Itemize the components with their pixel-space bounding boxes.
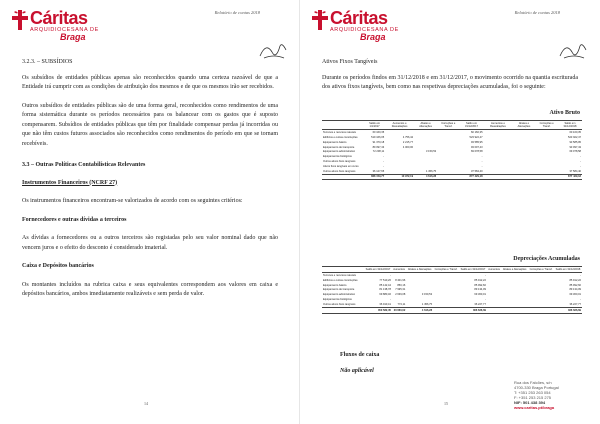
caritas-cross-icon [12, 10, 28, 30]
table-cell: 85 912,22 [474, 278, 486, 282]
caritas-cross-icon [312, 10, 328, 30]
total-cell [487, 307, 501, 313]
row-label: Outros ativos fixos tangíveis [323, 169, 356, 173]
table-cell: 89 097,43 [372, 145, 385, 149]
brand-name: Cáritas [30, 8, 88, 28]
row-label: Edifícios e outras construções [323, 278, 358, 282]
row-label: Equipamentos biológicos [323, 297, 352, 301]
subheading-instrumentos: Instrumentos Financeiros (NCRF 27) [22, 179, 118, 186]
table-cell: - [580, 274, 581, 277]
table-header-cell: Aumentos [393, 268, 405, 271]
brand-city: Braga [60, 32, 86, 42]
row-label: Terrenos e recursos naturais [323, 274, 356, 277]
phone-line: T: +351 253 263 054 [514, 390, 551, 395]
brand-subtitle: ARQUIDIOCESANA DE [30, 27, 99, 33]
table-header-cell: Aumentos [488, 268, 500, 271]
page-number: 14 [144, 401, 148, 406]
table-header-cell: Saldo em 31/12/2018 [558, 121, 582, 130]
table-cell: - [390, 274, 391, 277]
paragraph: Os montantes incluídos na rubrica caixa e seus equivalentes correspondem aos valores em caixa e depósitos bancários, ambos imediatamente realizáveis e sem perda de valor. [22, 281, 278, 297]
table-cell: 69 078,58 [569, 150, 581, 154]
table-cell: - [481, 155, 483, 159]
total-cell: 868 159,77 [364, 174, 385, 180]
table-header-cell: Saldo em 31/12/2018 [555, 268, 581, 271]
total-cell: 10 972,19 [385, 174, 414, 180]
table-cell: - [383, 159, 385, 163]
table-cell: 1 456,75 [426, 169, 437, 173]
table-cell: 3 159,53 [426, 150, 437, 154]
paragraph: Os instrumentos financeiros encontram-se valorizados de acordo com os seguintes critérios: [22, 198, 243, 204]
total-cell: 350 582,35 [364, 307, 392, 313]
table-cell: 523 922,47 [469, 136, 483, 139]
right-page [300, 0, 600, 424]
report-header: Relatório de contas 2018 [514, 10, 560, 15]
table-cell: 36 127,65 [372, 169, 385, 173]
caritas-logo [312, 8, 422, 44]
paragraph: As dívidas a fornecedores ou a outros terceiros são registadas pelo seu valor nominal dado que não vencem juros e o efeito do desconto é considerado imaterial. [22, 235, 278, 251]
fax-line: F: +351 253 215 275 [514, 395, 552, 400]
total-cell [322, 307, 364, 313]
page-number: 15 [444, 401, 448, 406]
row-label: Outros ativos fixos tangíveis [323, 159, 356, 163]
total-cell: 877 429,18 [558, 174, 582, 180]
table-header-row [322, 121, 582, 130]
row-label: Equipamento administrativo [323, 150, 356, 154]
table-cell: 37 584,40 [569, 169, 581, 173]
table-header-cell: Aumentos e Reavaliações [385, 121, 414, 130]
total-cell [512, 174, 535, 180]
table-cell: 7 995,31 [395, 288, 406, 292]
table-cell: - [485, 274, 486, 277]
table-cell: 8 401,96 [395, 278, 406, 282]
caritas-logo [12, 8, 122, 44]
total-cell: 4 616,28 [406, 307, 433, 313]
row-label: Equipamento de transporte [323, 145, 355, 149]
table-header-cell [322, 121, 364, 130]
row-label: Equipamento administrativo [323, 293, 356, 297]
table-depreciacoes [322, 266, 582, 314]
table-cell: 60 160,35 [470, 131, 483, 135]
total-cell: 20 660,62 [393, 308, 406, 312]
subheading-fornecedores: Fornecedores e outras dívidas a terceiros [22, 216, 127, 223]
row-label: Equipamentos biológicos [323, 155, 352, 159]
table-header-cell: Saldo em 31/12/2017 [459, 121, 483, 130]
table-title-ativo-bruto: Ativo Bruto [549, 110, 580, 116]
total-cell [536, 174, 558, 180]
total-cell: 4 616,28 [414, 174, 437, 180]
table-cell: 89 134,09 [569, 288, 581, 292]
table-cell: 36 227,77 [569, 302, 581, 306]
table-cell: 519 166,05 [371, 136, 385, 139]
table-cell: 36 910,41 [379, 302, 391, 306]
total-cell [322, 174, 364, 180]
table-cell: 2 215,77 [402, 140, 414, 144]
table-cell: 85 992,60 [569, 283, 581, 287]
table-cell: 4 000,00 [402, 145, 414, 149]
nif-line: NIF: 501 438 394 [514, 400, 546, 405]
total-cell: 366 626,69 [554, 307, 582, 313]
table-cell: 81 138,78 [379, 288, 391, 292]
address-line: Rua dos Falcões, s/n [514, 380, 552, 385]
table-cell: 36 227,77 [474, 302, 486, 306]
table-cell: 85 142,44 [379, 283, 391, 287]
table-header-cell: Abates e Alienações [407, 268, 432, 271]
table-cell: - [383, 164, 385, 168]
table-header-cell: Correções e Transf. [529, 268, 553, 271]
table-cell: 69 360,01 [569, 293, 581, 297]
table-cell: 774,11 [397, 302, 406, 306]
row-label: Equipamento básico [323, 283, 347, 287]
table-header-cell: Saldo em 31/12/2017 [365, 268, 391, 271]
table-cell: 93 585,95 [470, 140, 483, 144]
table-header-cell: Saldo em 31/12/2017 [460, 268, 486, 271]
table-cell: 72 238,11 [372, 150, 385, 154]
table-header-cell: Abates e Alienações [512, 121, 535, 130]
table-cell: 60 160,35 [569, 131, 581, 135]
table-header-cell: Correções e Transf. [434, 268, 458, 271]
table-header-cell: Abates e Alienações [414, 121, 437, 130]
table-cell: 77 510,26 [379, 278, 391, 282]
table-cell: 91 370,18 [372, 140, 385, 144]
nao-aplicavel-text: Não aplicável [340, 368, 374, 374]
table-cell: - [383, 155, 385, 159]
table-cell: 1 456,75 [421, 302, 433, 306]
row-label: Equipamento de transporte [323, 288, 355, 292]
left-page-content [22, 58, 278, 309]
table-header-cell: Saldo em 1/1/2017 [364, 121, 385, 130]
table-cell: 37 584,40 [470, 169, 483, 173]
table-cell: 93 585,95 [569, 140, 581, 144]
total-cell: 877 429,18 [459, 174, 483, 180]
brand-name: Cáritas [330, 8, 388, 28]
table-header-cell: Correções e Transf. [437, 121, 459, 130]
table-total-row [322, 307, 582, 313]
paragraph: Outros subsídios de entidades públicas são de uma forma geral, reconhecidos como rendimentos de uma forma sistemática durante os períodos necessários para os balancear com os gastos que é suposto compensarem. Subsídios de entidades públicas que têm por finalidade compensar perdas já incorridas ou que não têm custos futuros associados são reconhecidos como rendimentos do período em que se tornam recebíveis. [22, 102, 278, 147]
row-label: Ativos fixos tangíveis em curso [323, 164, 359, 168]
table-cell: 93 097,43 [569, 145, 581, 149]
address-line: 4700-330 Braga Portugal [514, 385, 559, 390]
table-cell: 850,16 [397, 283, 406, 287]
table-cell: 69 360,01 [474, 293, 486, 297]
table-total-row [322, 174, 582, 180]
table-cell: 69 078,58 [470, 150, 483, 154]
table-cell: 2 639,08 [395, 293, 406, 297]
heading-fluxos-caixa: Fluxos de caixa [340, 352, 380, 358]
paragraph: Os subsídios de entidades públicas apenas são reconhecidos quando uma certeza razoável de que a Entidade irá cumprir com as condições de atribuição dos mesmos e de que os mesmos irão ser recebidos. [22, 74, 278, 90]
table-cell: - [580, 155, 581, 159]
table-cell: - [580, 159, 581, 163]
table-cell: 3 159,53 [421, 293, 433, 297]
table-header-cell: Abates e Alienações [502, 268, 527, 271]
total-cell [484, 174, 513, 180]
paragraph: Durante os períodos findos em 31/12/2018 e em 31/12/2017, o movimento ocorrido na quantia escriturada dos ativos fixos tangíveis, bem como nas respetivas depreciações acumuladas, foi o seguinte: [322, 74, 578, 90]
section-title-ativos: Ativos Fixos Tangíveis [322, 59, 378, 65]
table-title-depreciacoes: Depreciações Acumuladas [513, 256, 580, 262]
table-cell: - [485, 297, 486, 301]
table-cell: 89 134,09 [474, 288, 486, 292]
report-header: Relatório de contas 2018 [214, 10, 260, 15]
total-cell [528, 307, 554, 313]
total-cell [433, 307, 459, 313]
total-cell [437, 174, 459, 180]
table-cell: 60 160,35 [372, 131, 385, 135]
section-title-subsidios: 3.2.3. – SUBSÍDIOS [22, 59, 73, 65]
row-label: Equipamento básico [323, 140, 347, 144]
footer-address [514, 380, 574, 410]
table-cell: - [580, 164, 581, 168]
website-link[interactable]: www.caritas.pt/braga [514, 405, 555, 410]
total-cell: 366 626,69 [459, 307, 487, 313]
table-ativo-bruto [322, 120, 582, 180]
brand-subtitle: ARQUIDIOCESANA DE [330, 27, 399, 33]
table-cell: 93 097,43 [470, 145, 483, 149]
subheading-caixa: Caixa e Depósitos bancários [22, 263, 94, 269]
row-label: Edifícios e outras construções [323, 136, 358, 139]
table-cell: 85 912,22 [569, 278, 581, 282]
table-cell: - [481, 159, 483, 163]
table-cell: - [390, 297, 391, 301]
row-label: Terrenos e recursos naturais [323, 131, 356, 135]
table-header-cell: Aumentos e Reavaliações [484, 121, 513, 130]
brand-city: Braga [360, 32, 386, 42]
table-cell: 523 922,47 [568, 136, 581, 139]
table-cell: 4 756,42 [402, 136, 414, 139]
section-heading: 3.3 – Outras Políticas Contabilísticas Relevantes [22, 162, 146, 168]
table-cell: 85 992,60 [474, 283, 486, 287]
total-cell [501, 307, 528, 313]
table-header-cell: Correções e Transf. [536, 121, 558, 130]
table-cell: - [481, 164, 483, 168]
table-cell: - [580, 297, 581, 301]
right-page-content [322, 58, 578, 102]
row-label: Outros ativos fixos tangíveis [323, 302, 356, 306]
table-cell: 69 880,46 [379, 293, 391, 297]
